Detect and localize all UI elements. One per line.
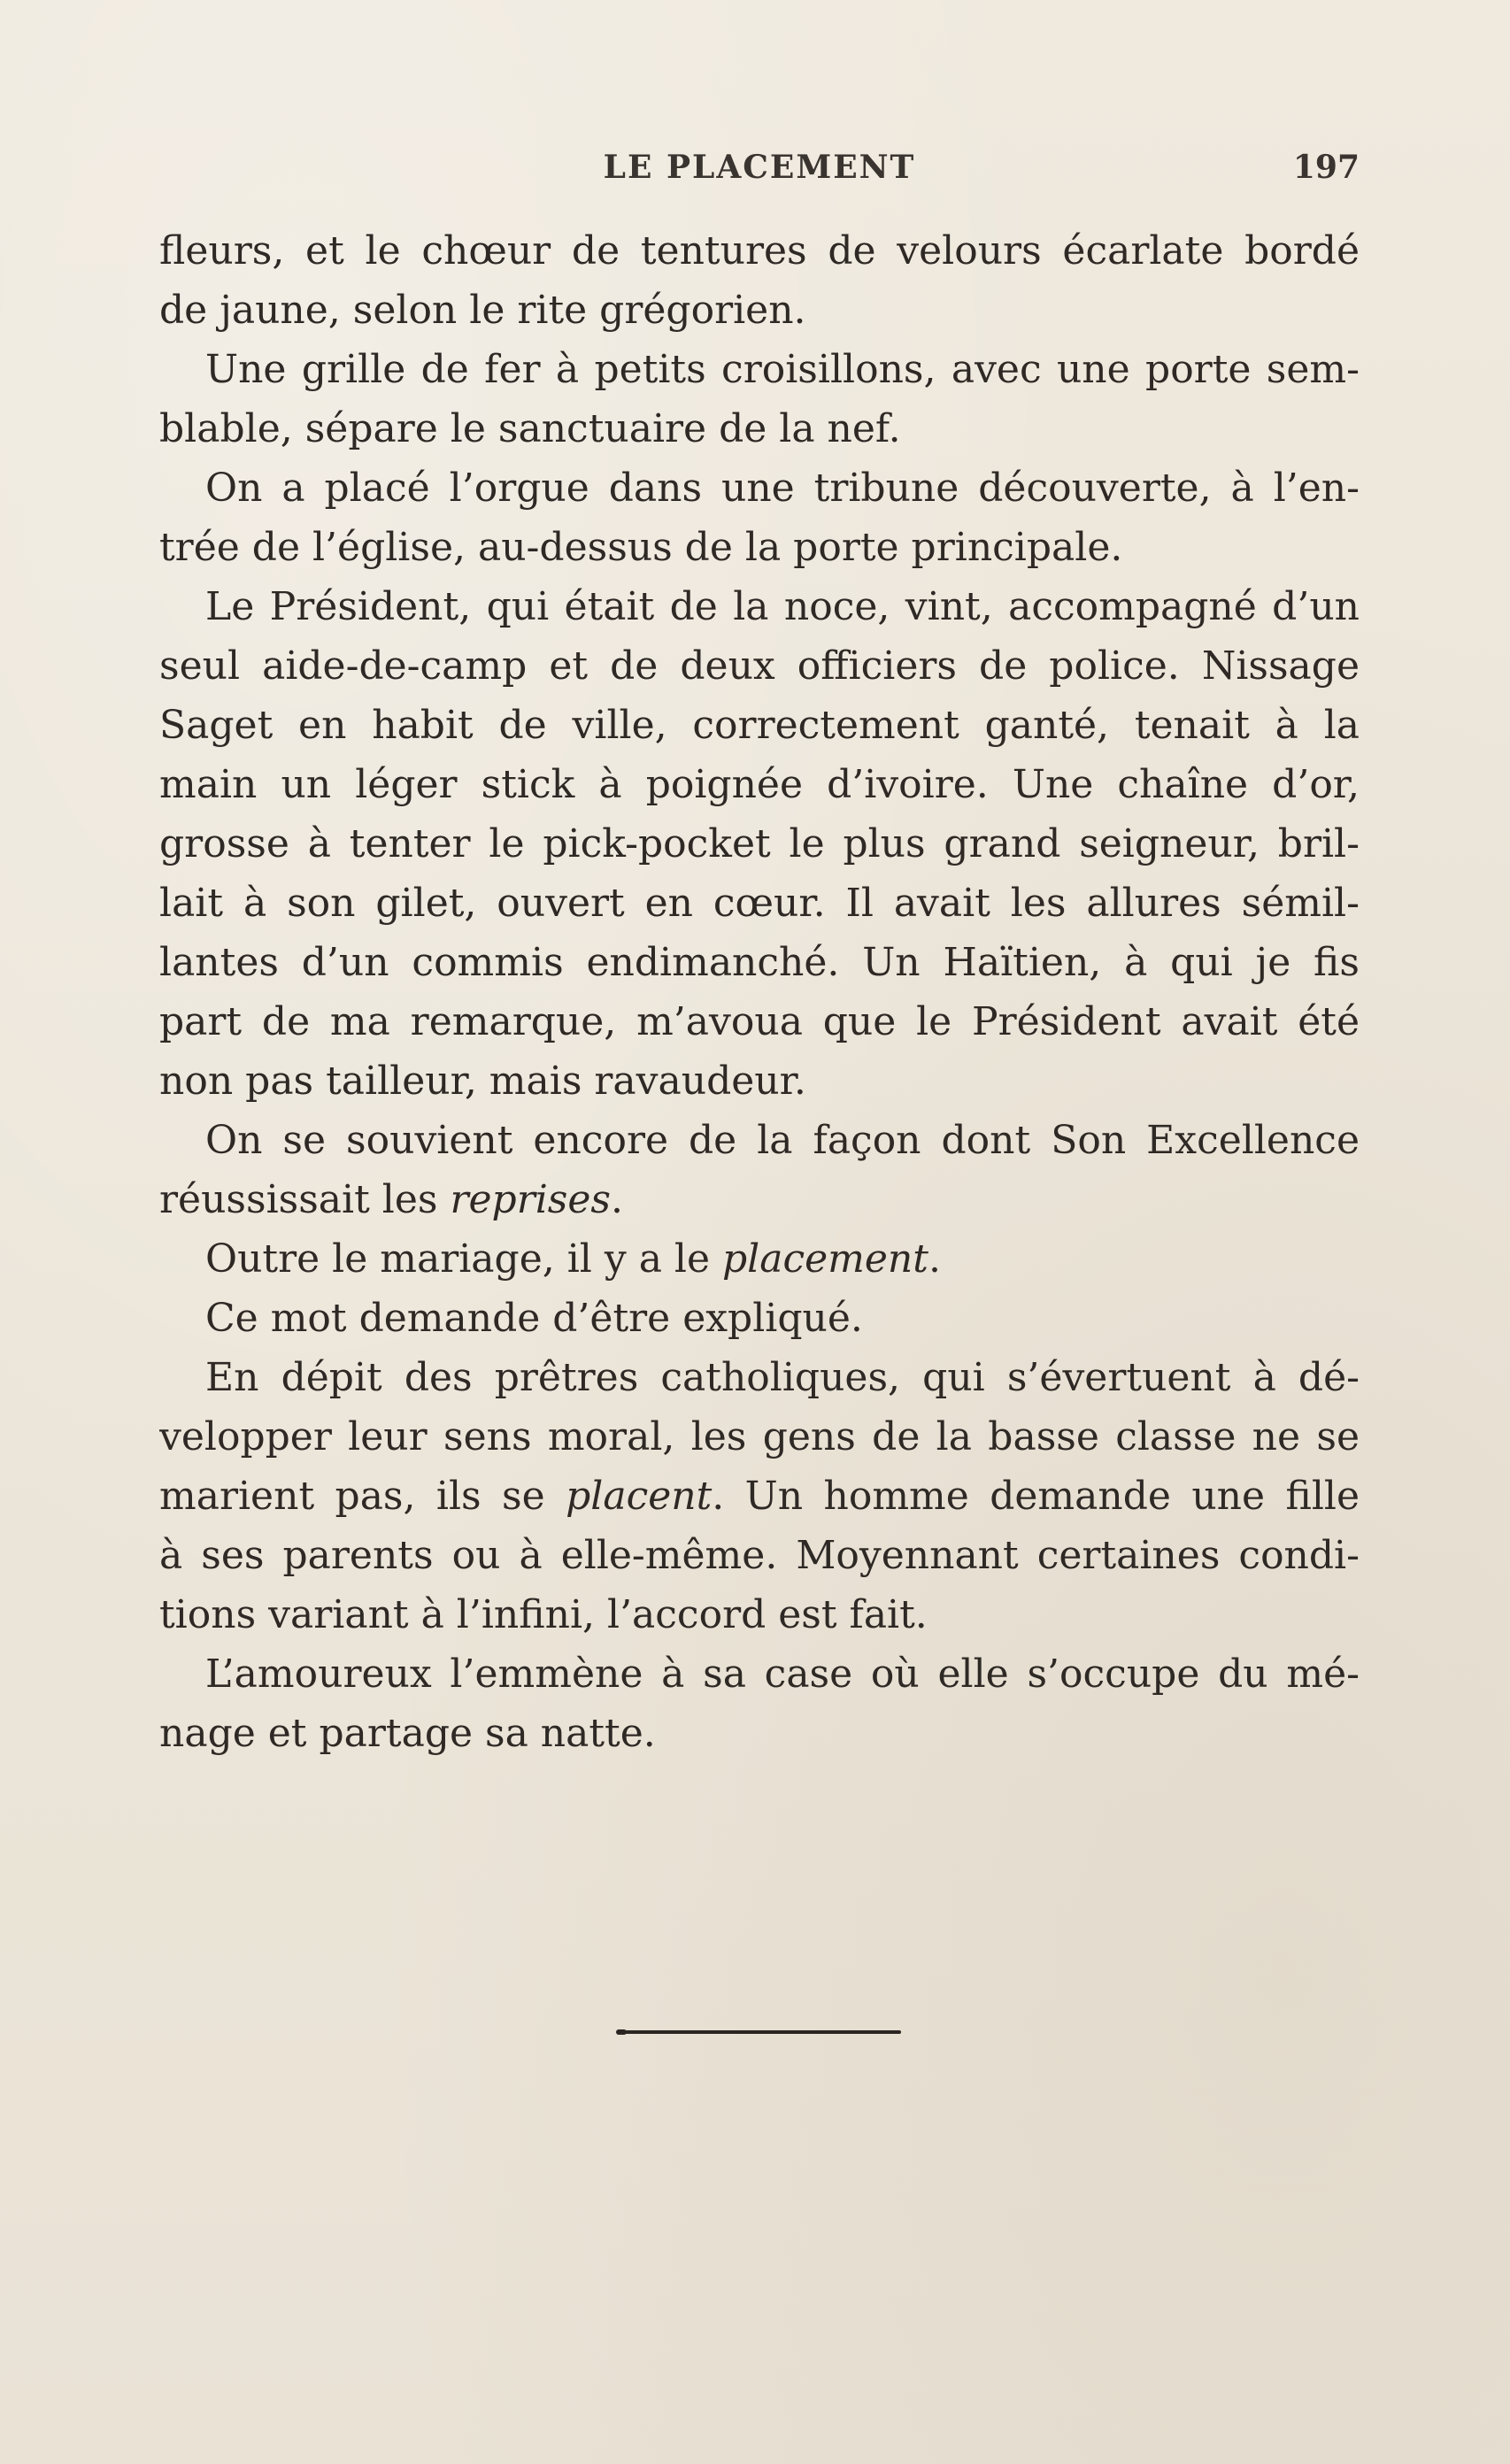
paragraph-line	[159, 1229, 1360, 1289]
text-line: à ses parents ou à elle-même. Moyennant certaines condi-	[159, 1533, 1360, 1578]
text-line: non pas tailleur, mais ravaudeur.	[159, 1059, 806, 1104]
running-head	[159, 149, 1360, 193]
text-line: lait à son gilet, ouvert en cœur. Il avait les allures sémil-	[159, 881, 1360, 926]
italic-term-reprises: reprises	[450, 1177, 611, 1222]
text-line: main un léger stick à poignée d’ivoire. Une chaîne d’or,	[159, 762, 1360, 807]
body-text	[159, 221, 1360, 1763]
text-line: de jaune, selon le rite grégorien.	[159, 288, 806, 333]
text-line	[159, 1170, 1360, 1229]
paragraph-start-line: Une grille de fer à petits croisillons, avec une porte sem-	[205, 347, 1360, 392]
text-line: tions variant à l’infini, l’accord est fait.	[159, 1592, 928, 1637]
text-line: blable, sépare le sanctuaire de la nef.	[159, 406, 901, 451]
text-run: réussissait les	[159, 1177, 451, 1222]
page-number: 197	[1292, 149, 1360, 186]
running-title: LE PLACEMENT	[603, 149, 916, 186]
text-run: .	[928, 1236, 941, 1282]
text-line	[159, 1467, 1360, 1526]
text-line: nage et partage sa natte.	[159, 1711, 656, 1756]
paragraph-start-line: En dépit des prêtres catholiques, qui s’évertuent à dé-	[205, 1355, 1360, 1400]
italic-term-placement: placement	[722, 1236, 928, 1282]
text-run: Outre le mariage, il y a le	[205, 1236, 723, 1282]
text-line: trée de l’église, au-dessus de la porte principale.	[159, 525, 1123, 570]
paragraph-start-line: L’amoureux l’emmène à sa case où elle s’occupe du mé-	[205, 1652, 1360, 1697]
paragraph-start-line: On a placé l’orgue dans une tribune découverte, à l’en-	[205, 466, 1360, 511]
text-line: part de ma remarque, m’avoua que le Président avait été	[159, 999, 1360, 1044]
paragraph-start-line: On se souvient encore de la façon dont Son Excellence	[205, 1118, 1360, 1163]
text-line: Saget en habit de ville, correctement ganté, tenait à la	[159, 703, 1360, 748]
text-line: seul aide-de-camp et de deux officiers de police. Nissage	[159, 643, 1360, 689]
paragraph-line: Ce mot demande d’être expliqué.	[205, 1296, 863, 1341]
paragraph-start-line: Le Président, qui était de la noce, vint, accompagné d’un	[205, 584, 1360, 629]
text-line: lantes d’un commis endimanché. Un Haïtien, à qui je fis	[159, 940, 1360, 985]
text-line: velopper leur sens moral, les gens de la basse classe ne se	[159, 1414, 1360, 1459]
text-run: marient pas, ils se	[159, 1474, 566, 1519]
text-run: . Un homme demande une fille	[712, 1474, 1360, 1519]
text-line: fleurs, et le chœur de tentures de velours écarlate bordé	[159, 228, 1360, 273]
text-line: grosse à tenter le pick-pocket le plus grand seigneur, bril-	[159, 821, 1360, 866]
chapter-end-rule	[620, 2030, 901, 2034]
text-run: .	[611, 1177, 623, 1222]
italic-term-placent: placent	[566, 1474, 713, 1519]
